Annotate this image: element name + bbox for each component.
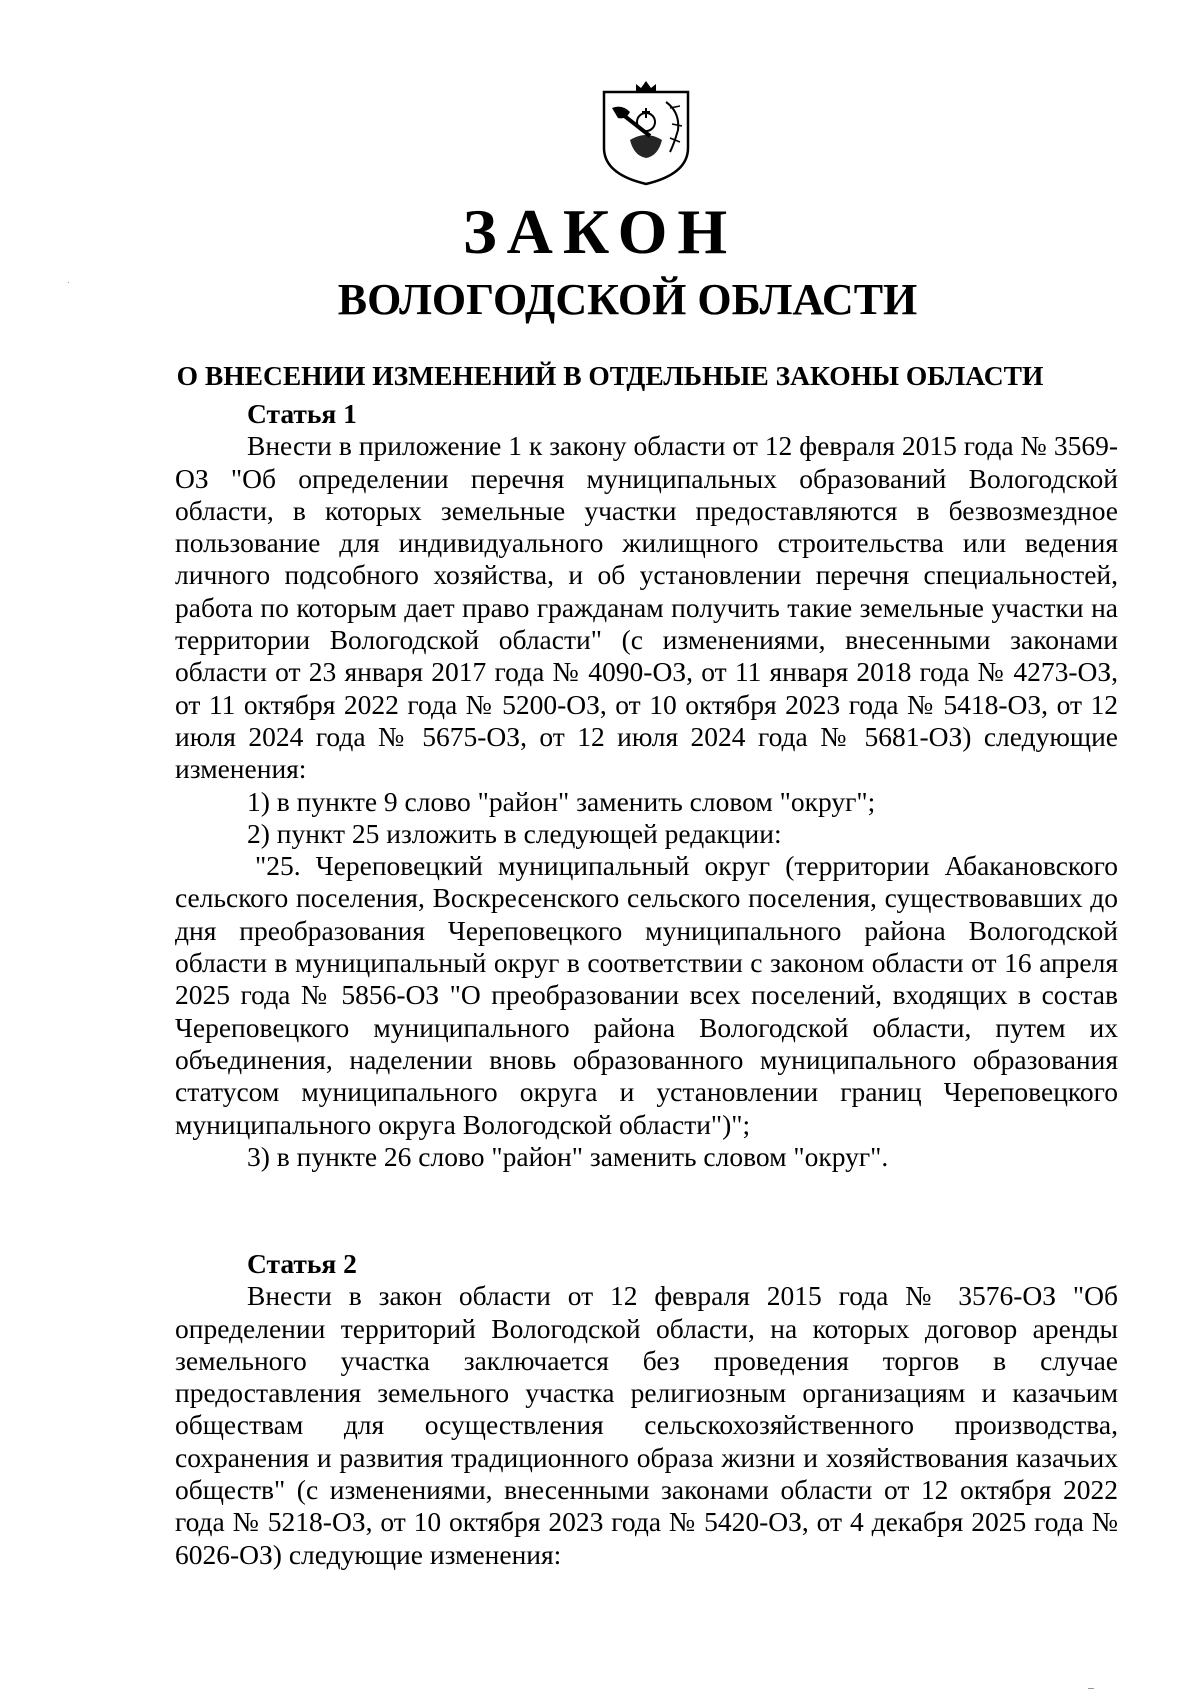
law-region: ВОЛОГОДСКОЙ ОБЛАСТИ (337, 275, 918, 324)
law-title: ЗАКОН (462, 196, 738, 267)
article-2-heading: Статья 2 (247, 1248, 357, 1279)
coat-of-arms-icon (600, 78, 692, 188)
scan-artifact (68, 282, 69, 283)
article-1-item-3: 3) в пункте 26 слово "район" заменить словом "округ". (247, 1140, 889, 1172)
article-2-intro: Внести в закон области от 12 февраля 2015 года № 3576-ОЗ "Об определении территорий Вологодской области, на которых договор аренды земельного участка заключается без проведения торгов в случае предоставления земельного участка религиозным организациям и казачьим обществам для осуществления сельскохозяйственного производства, сохранения и развития традиционного образа жизни и хозяйствования казачьих обществ" (с изменениями, внесенными законами области от 12 октября 2022 года № 5218-ОЗ, от 10 октября 2023 года № 5420-ОЗ, от 4 декабря 2025 года № 6026-ОЗ) следующие изменения: (175, 1280, 1118, 1570)
article-2 (175, 1248, 1118, 1571)
article-1 (175, 398, 1118, 1173)
article-1-item-2-text: "25. Череповецкий муниципальный округ (территории Абакановского сельского поселения, Воскресенского сельского поселения, существовавших до дня преобразования Череповецкого муниципального района Вологодской области в муниципальный округ в соответствии с законом области от 16 апреля 2025 года № 5856-ОЗ "О преобразовании всех поселений, входящих в состав Череповецкого муниципального района Вологодской области, путем их объединения, наделении вновь образованного муниципального образования статусом муниципального округа и установлении границ Череповецкого муниципального округа Вологодской области")"; (175, 850, 1118, 1140)
article-1-item-2: 2) пункт 25 изложить в следующей редакции: (247, 817, 782, 849)
article-1-heading: Статья 1 (247, 398, 357, 429)
article-1-item-1: 1) в пункте 9 слово "район" заменить словом "округ"; (247, 785, 876, 817)
article-1-intro: Внести в приложение 1 к закону области от 12 февраля 2015 года № 3569-ОЗ "Об определении перечня муниципальных образований Вологодской области, в которых земельные участки предоставляются в безвозмездное пользование для индивидуального жилищного строительства или ведения личного подсобного хозяйства, и об установлении перечня специальностей, работа по которым дает право гражданам получить такие земельные участки на территории Вологодской области" (с изменениями, внесенными законами области от 23 января 2017 года № 4090-ОЗ, от 11 января 2018 года № 4273-ОЗ, от 11 октября 2022 года № 5200-ОЗ, от 10 октября 2023 года № 5418-ОЗ, от 12 июля 2024 года № 5675-ОЗ, от 12 июля 2024 года № 5681-ОЗ) следующие изменения: (175, 430, 1118, 785)
document-title: О ВНЕСЕНИИ ИЗМЕНЕНИЙ В ОТДЕЛЬНЫЕ ЗАКОНЫ ОБЛАСТИ (176, 360, 1044, 391)
scan-artifact (1088, 1688, 1094, 1689)
